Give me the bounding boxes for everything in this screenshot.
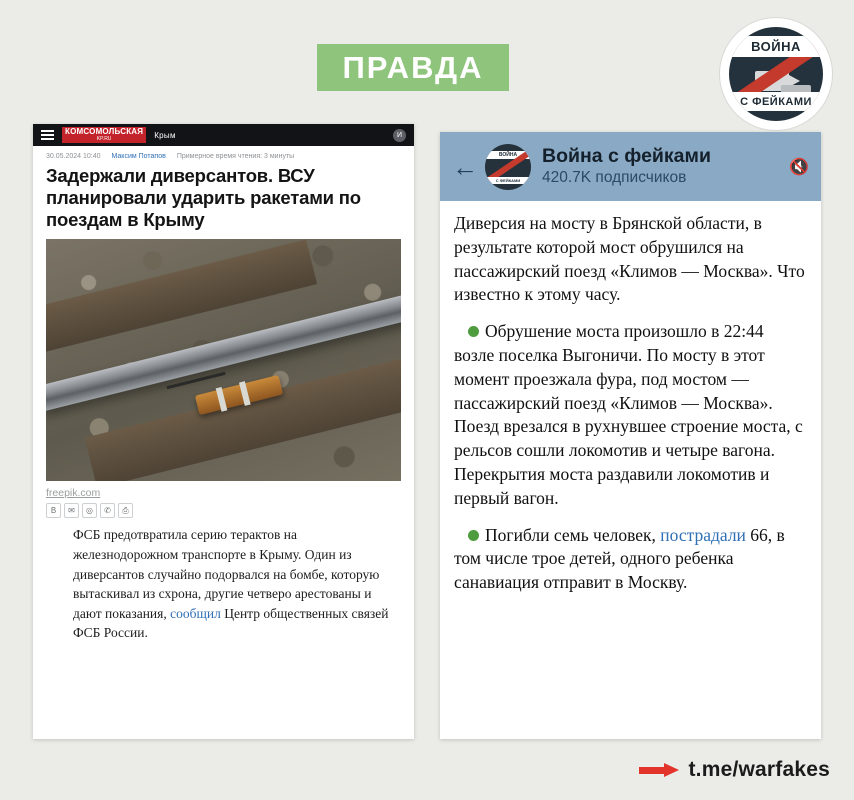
post-bullet-2-before: Погибли семь человек, [485,524,661,545]
post-bullet-2-link[interactable]: пострадали [660,524,746,545]
article-date: 30.05.2024 10:40 [46,153,101,160]
menu-icon[interactable] [41,130,54,140]
article-headline: Задержали диверсантов. ВСУ планировали ударить ракетами по поездам в Крыму [46,165,361,230]
article-read-time: Примерное время чтения: 3 минуты [176,153,295,160]
channel-name: Война с фейками [542,144,711,167]
telegram-post-card [440,132,821,739]
photo-credit[interactable]: freepik.com [46,487,101,500]
avatar-bottom-text: С ФЕЙКАМИ [485,177,531,184]
telegram-header [440,132,821,201]
logo-bottom-band [729,92,823,111]
article-body-text: ФСБ предотвратила серию терактов на железнодорожном транспорте в Крыму. Один из диверсантов случайно подорвался на бомбе, которую вытаскивал из схрона, другие четверо арестованы и дают показания, [73,527,380,621]
bullet-icon [468,530,479,541]
kp-logo[interactable] [62,127,146,143]
article-photo [46,239,401,481]
news-article-card [33,124,414,739]
article-body-link[interactable]: сообщил [170,605,221,621]
avatar-top-text: ВОЙНА [485,151,531,159]
kp-logo-sub: KP.RU [96,135,112,142]
avatar[interactable]: И [393,129,406,142]
channel-subscribers: 420.7K подписчиков [542,169,687,187]
back-arrow-icon[interactable]: ← [452,151,478,182]
post-bullet-2 [454,524,807,595]
news-topbar [33,124,414,146]
channel-avatar[interactable] [485,144,531,190]
news-section-label[interactable]: Крым [154,130,176,140]
share-button-4[interactable]: ⎙ [118,503,133,518]
kp-logo-main: КОМСОМОЛЬСКАЯ [65,127,144,137]
logo-bottom-text: С ФЕЙКАМИ [740,95,812,108]
post-bullet-1-text: Обрушение моста произошло в 22:44 возле поселка Выгоничи. По мосту в этот момент проезжала фура, под мостом — пассажирский поезд «Климов — Москва». Поезд врезался в рухнувшее строение моста, с рельсов сошли локомотив и четыре вагона. Перекрытия моста раздавили локомотив и первый вагон. [454,321,803,508]
share-button-0[interactable]: B [46,503,61,518]
telegram-link-label[interactable]: t.me/warfakes [688,758,830,781]
footer-link-row[interactable] [639,758,830,782]
logo-inner [729,27,823,121]
arrow-shaft [639,767,665,774]
share-buttons [33,503,414,525]
arrow-head [664,763,679,777]
channel-info[interactable] [542,145,778,188]
mute-icon[interactable]: 🔇 [789,158,809,176]
share-button-3[interactable]: ✆ [100,503,115,518]
share-button-1[interactable]: ✉ [64,503,79,518]
pravda-banner-label: ПРАВДА [342,49,484,85]
article-body-tail: Центр общественных связей ФСБ России. [73,605,389,641]
logo-top-text: ВОЙНА [751,39,801,54]
warfakes-logo-badge [720,18,832,130]
article-meta [33,146,414,160]
post-lead: Диверсия на мосту в Брянской области, в результате которой мост обрушился на пассажирский поезд «Климов — Москва». Что известно к этому часу. [454,213,805,305]
bullet-icon [468,326,479,337]
arrow-right-icon [639,763,679,777]
article-body [33,525,414,652]
article-author[interactable]: Максим Потапов [111,153,166,160]
telegram-post-body [440,201,821,595]
post-bullet-1 [454,320,807,510]
logo-top-band [729,36,823,57]
post-bullet-2-after: 66, в том числе трое детей, одного ребенка санавиация отправит в Москву. [454,524,785,593]
pravda-banner [317,44,509,91]
share-button-2[interactable]: ◎ [82,503,97,518]
